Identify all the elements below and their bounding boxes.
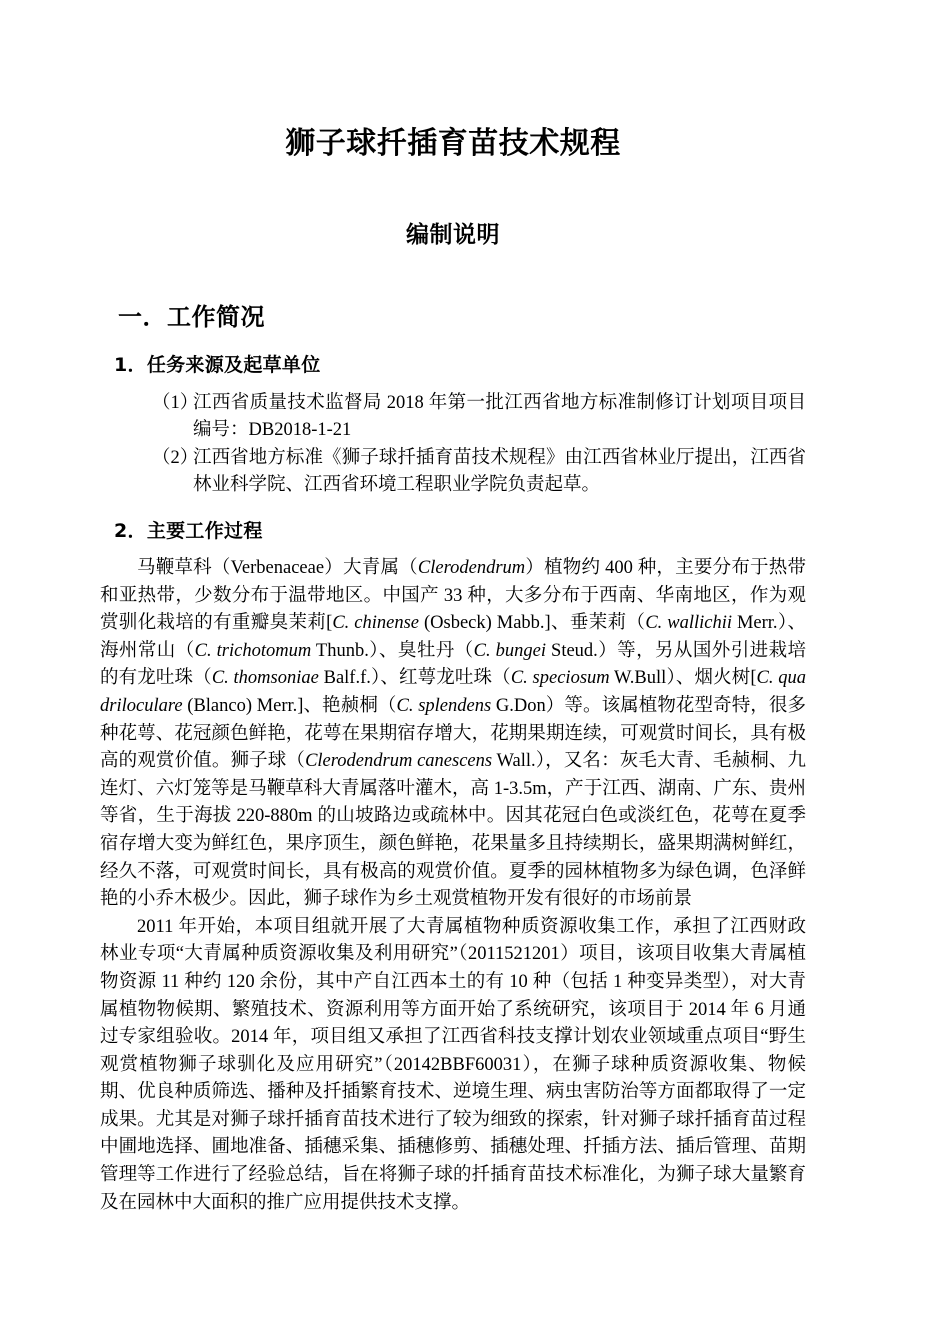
document-content-column	[100, 0, 806, 1217]
scientific-name: C. bungei	[473, 640, 546, 661]
list-item	[100, 390, 806, 444]
section-heading-main-work-process: 2．主要工作过程	[114, 520, 263, 542]
page-title: 狮子球扦插育苗技术规程	[285, 126, 621, 161]
scientific-name: C. splendens	[396, 695, 492, 716]
scientific-name: C. trichotomum	[194, 640, 312, 661]
list-item-text: 江西省质量技术监督局 2018 年第一批江西省地方标准制修订计划项目项目编号：DB2018-1-21	[193, 393, 806, 440]
scientific-name: Clerodendrum canescens	[305, 751, 493, 772]
document-subtitle: 编制说明	[406, 222, 500, 248]
list-item-marker: （2）	[152, 448, 199, 468]
scientific-name: Clerodendrum	[417, 558, 526, 578]
scientific-name: C. quadriloculare	[100, 668, 807, 716]
scientific-name: C. wallichii	[645, 613, 732, 634]
scientific-name: C. speciosum	[510, 668, 610, 689]
list-item-text: 江西省地方标准《狮子球扦插育苗技术规程》由江西省林业厅提出，江西省林业科学院、江西省环境工程职业学院负责起草。	[193, 448, 806, 495]
section-heading-task-source: 1．任务来源及起草单位	[114, 354, 321, 376]
section-heading-chapter-one: 一．工作简况	[118, 303, 265, 331]
scientific-name: C. thomsoniae	[211, 668, 319, 689]
scientific-name: C. chinense	[332, 613, 420, 634]
list-item	[100, 445, 806, 499]
body-paragraph-project-history: 2011 年开始，本项目组就开展了大青属植物种质资源收集工作，承担了江西财政林业专项“大青属种质资源收集及利用研究”（2011521201）项目，该项目收集大青属植物资源 11 种约 120 余份，其中产自江西本土的有 10 种（包括 1 种变异类型），对大青属植物物候期、繁殖技术、资源利用等方面开始了系统研究，该项目于 2014 年 6 月通过专家组验收。2014 年，项目组又承担了江西省科技支撑计划农业领域重点项目“野生观赏植物狮子球驯化及应用研究”（20142BBF60031），在狮子球种质资源收集、物候期、优良种质筛选、播种及扦插繁育技术、逆境生理、病虫害防治等方面都取得了一定成果。尤其是对狮子球扦插育苗技术进行了较为细致的探索，针对狮子球扦插育苗过程中圃地选择、圃地准备、插穗采集、插穗修剪、插穗处理、扦插方法、插后管理、苗期管理等工作进行了经验总结，旨在将狮子球的扦插育苗技术标准化，为狮子球大量繁育及在园林中大面积的推广应用提供技术支撑。	[100, 916, 806, 1213]
list-item-marker: （1）	[152, 393, 199, 413]
body-paragraph-genus-overview: 马鞭草科（Verbenaceae）大青属（Clerodendrum）植物约 400 种，主要分布于热带和亚热带，少数分布于温带地区。中国产 33 种，大多分布于西南、华南地区，作为观赏驯化栽培的有重瓣臭茉莉[C. chinense (Osbeck) Mabb.]、垂茉莉（C. wallichii Merr.）、海州常山（C. trichotomum Thunb.）、臭牡丹（C. bungei Steud.）等，另从国外引进栽培的有龙吐珠（C. thomsoniae Balf.f.）、红萼龙吐珠（C. speciosum W.Bull）、烟火树[C. quadriloculare (Blanco) Merr.]、艳赪桐（C. splendens G.Don）等。该属植物花型奇特，很多种花萼、花冠颜色鲜艳，花萼在果期宿存增大，花期果期连续，可观赏时间长，具有极高的观赏价值。狮子球（Clerodendrum canescens Wall.），又名：灰毛大青、毛赪桐、九连灯、六灯笼等是马鞭草科大青属落叶灌木，高 1-3.5m，产于江西、湖南、广东、贵州等省，生于海拔 220-880m 的山坡路边或疏林中。因其花冠白色或淡红色，花萼在夏季宿存增大变为鲜红色，果序顶生，颜色鲜艳，花果量多且持续期长，盛果期满树鲜红，经久不落，可观赏时间长，具有极高的观赏价值。夏季的园林植物多为绿色调，色泽鲜艳的小乔木极少。因此，狮子球作为乡土观赏植物开发有很好的市场前景	[100, 558, 807, 910]
task-source-list	[100, 378, 806, 499]
